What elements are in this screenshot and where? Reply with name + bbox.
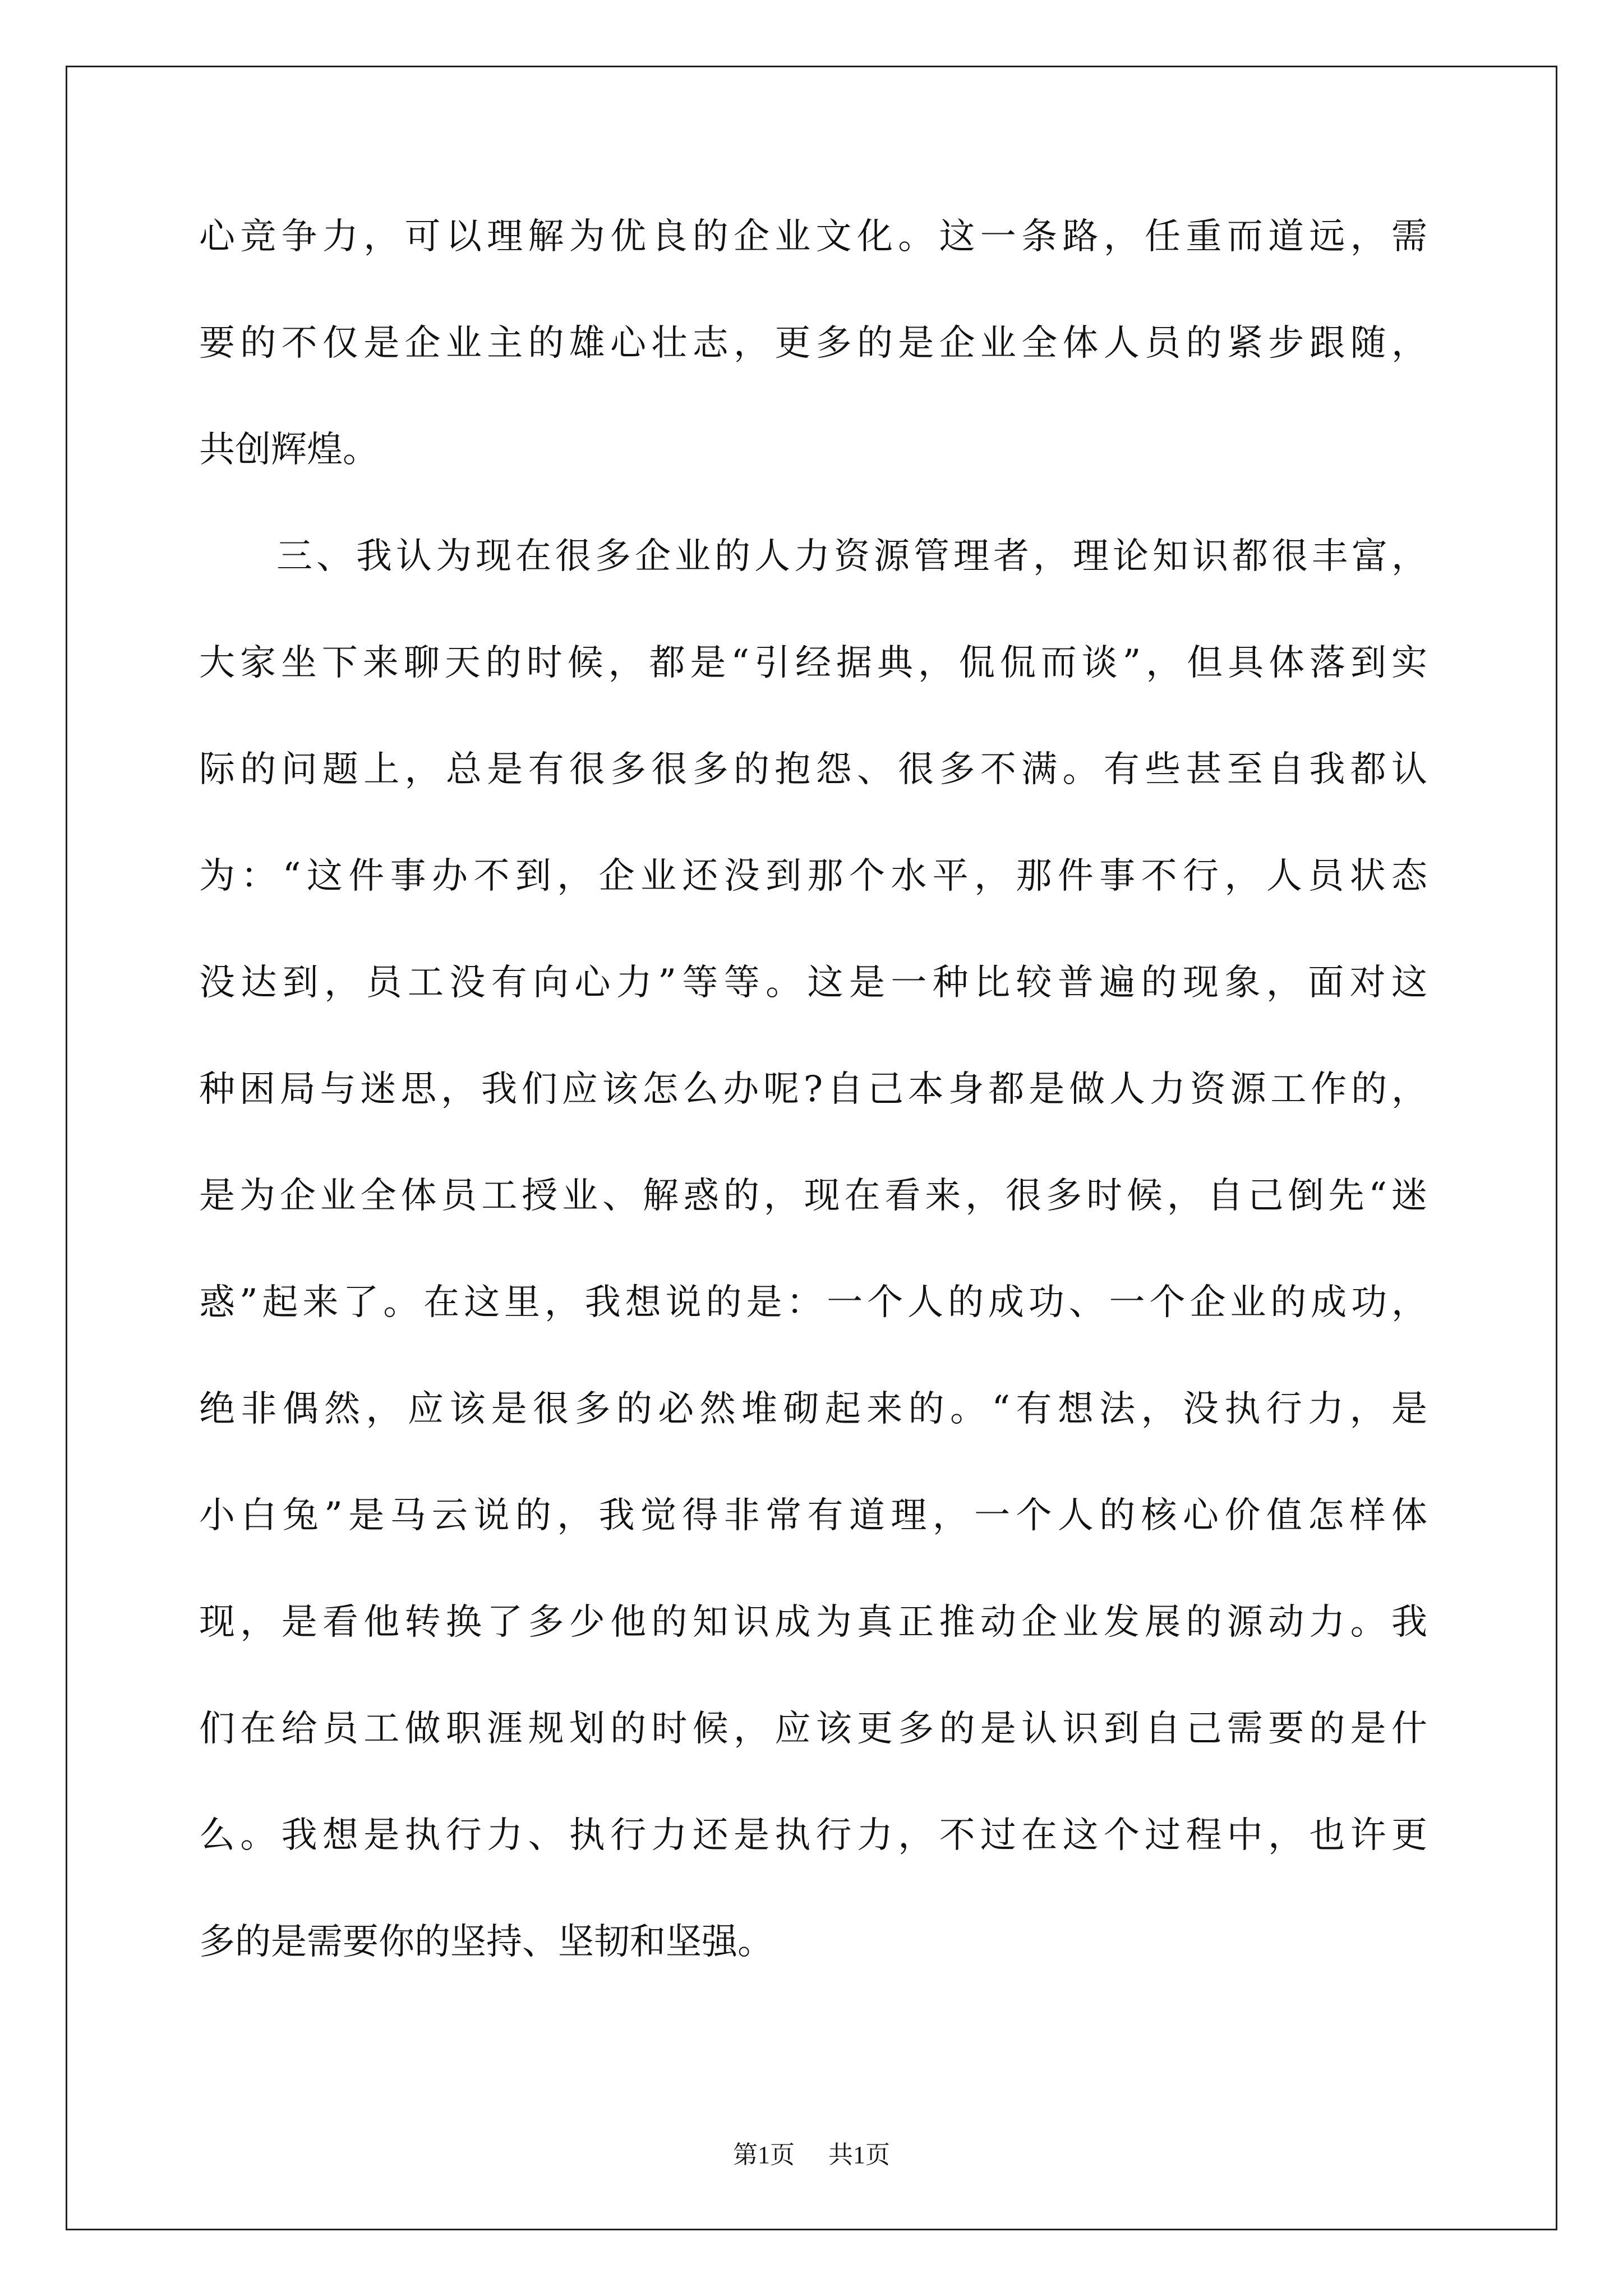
text-line: 要的不仅是企业主的雄心壮志，更多的是企业全体人员的紧步跟随，: [199, 323, 1427, 364]
text-line: 多的是需要你的坚持、坚韧和坚强。: [199, 1921, 773, 1963]
page-footer: [0, 2134, 1623, 2170]
text-line: 种困局与迷思，我们应该怎么办呢?自己本身都是做人力资源工作的，: [199, 1069, 1427, 1110]
paragraph-1: [199, 216, 1427, 471]
text-line: 绝非偶然，应该是很多的必然堆砌起来的。“有想法，没执行力，是: [199, 1388, 1427, 1430]
text-line: 为：“这件事办不到，企业还没到那个水平，那件事不行，人员状态: [199, 855, 1427, 897]
page-number: 第1页: [733, 2141, 795, 2169]
text-line: 现，是看他转换了多少他的知识成为真正推动企业发展的源动力。我: [199, 1602, 1427, 1643]
text-line: 没达到，员工没有向心力”等等。这是一种比较普遍的现象，面对这: [199, 962, 1427, 1004]
text-line: 大家坐下来聊天的时候，都是“引经据典，侃侃而谈”，但具体落到实: [199, 642, 1427, 684]
document-body: [199, 216, 1427, 2031]
text-line: 么。我想是执行力、执行力还是执行力，不过在这个过程中，也许更: [199, 1815, 1427, 1856]
paragraph-2: [199, 536, 1427, 1963]
text-line: 们在给员工做职涯规划的时候，应该更多的是认识到自己需要的是什: [199, 1708, 1427, 1750]
text-line: 心竞争力，可以理解为优良的企业文化。这一条路，任重而道远，需: [199, 216, 1427, 257]
page-total: 共1页: [828, 2141, 890, 2169]
text-line: 三、我认为现在很多企业的人力资源管理者，理论知识都很丰富，: [276, 536, 1427, 577]
text-line: 共创辉煌。: [199, 429, 379, 471]
text-line: 是为企业全体员工授业、解惑的，现在看来，很多时候，自己倒先“迷: [199, 1175, 1427, 1217]
text-line: 小白兔”是马云说的，我觉得非常有道理，一个人的核心价值怎样体: [199, 1495, 1427, 1536]
text-line: 惑”起来了。在这里，我想说的是：一个人的成功、一个企业的成功，: [199, 1282, 1427, 1323]
text-line: 际的问题上，总是有很多很多的抱怨、很多不满。有些甚至自我都认: [199, 749, 1427, 790]
